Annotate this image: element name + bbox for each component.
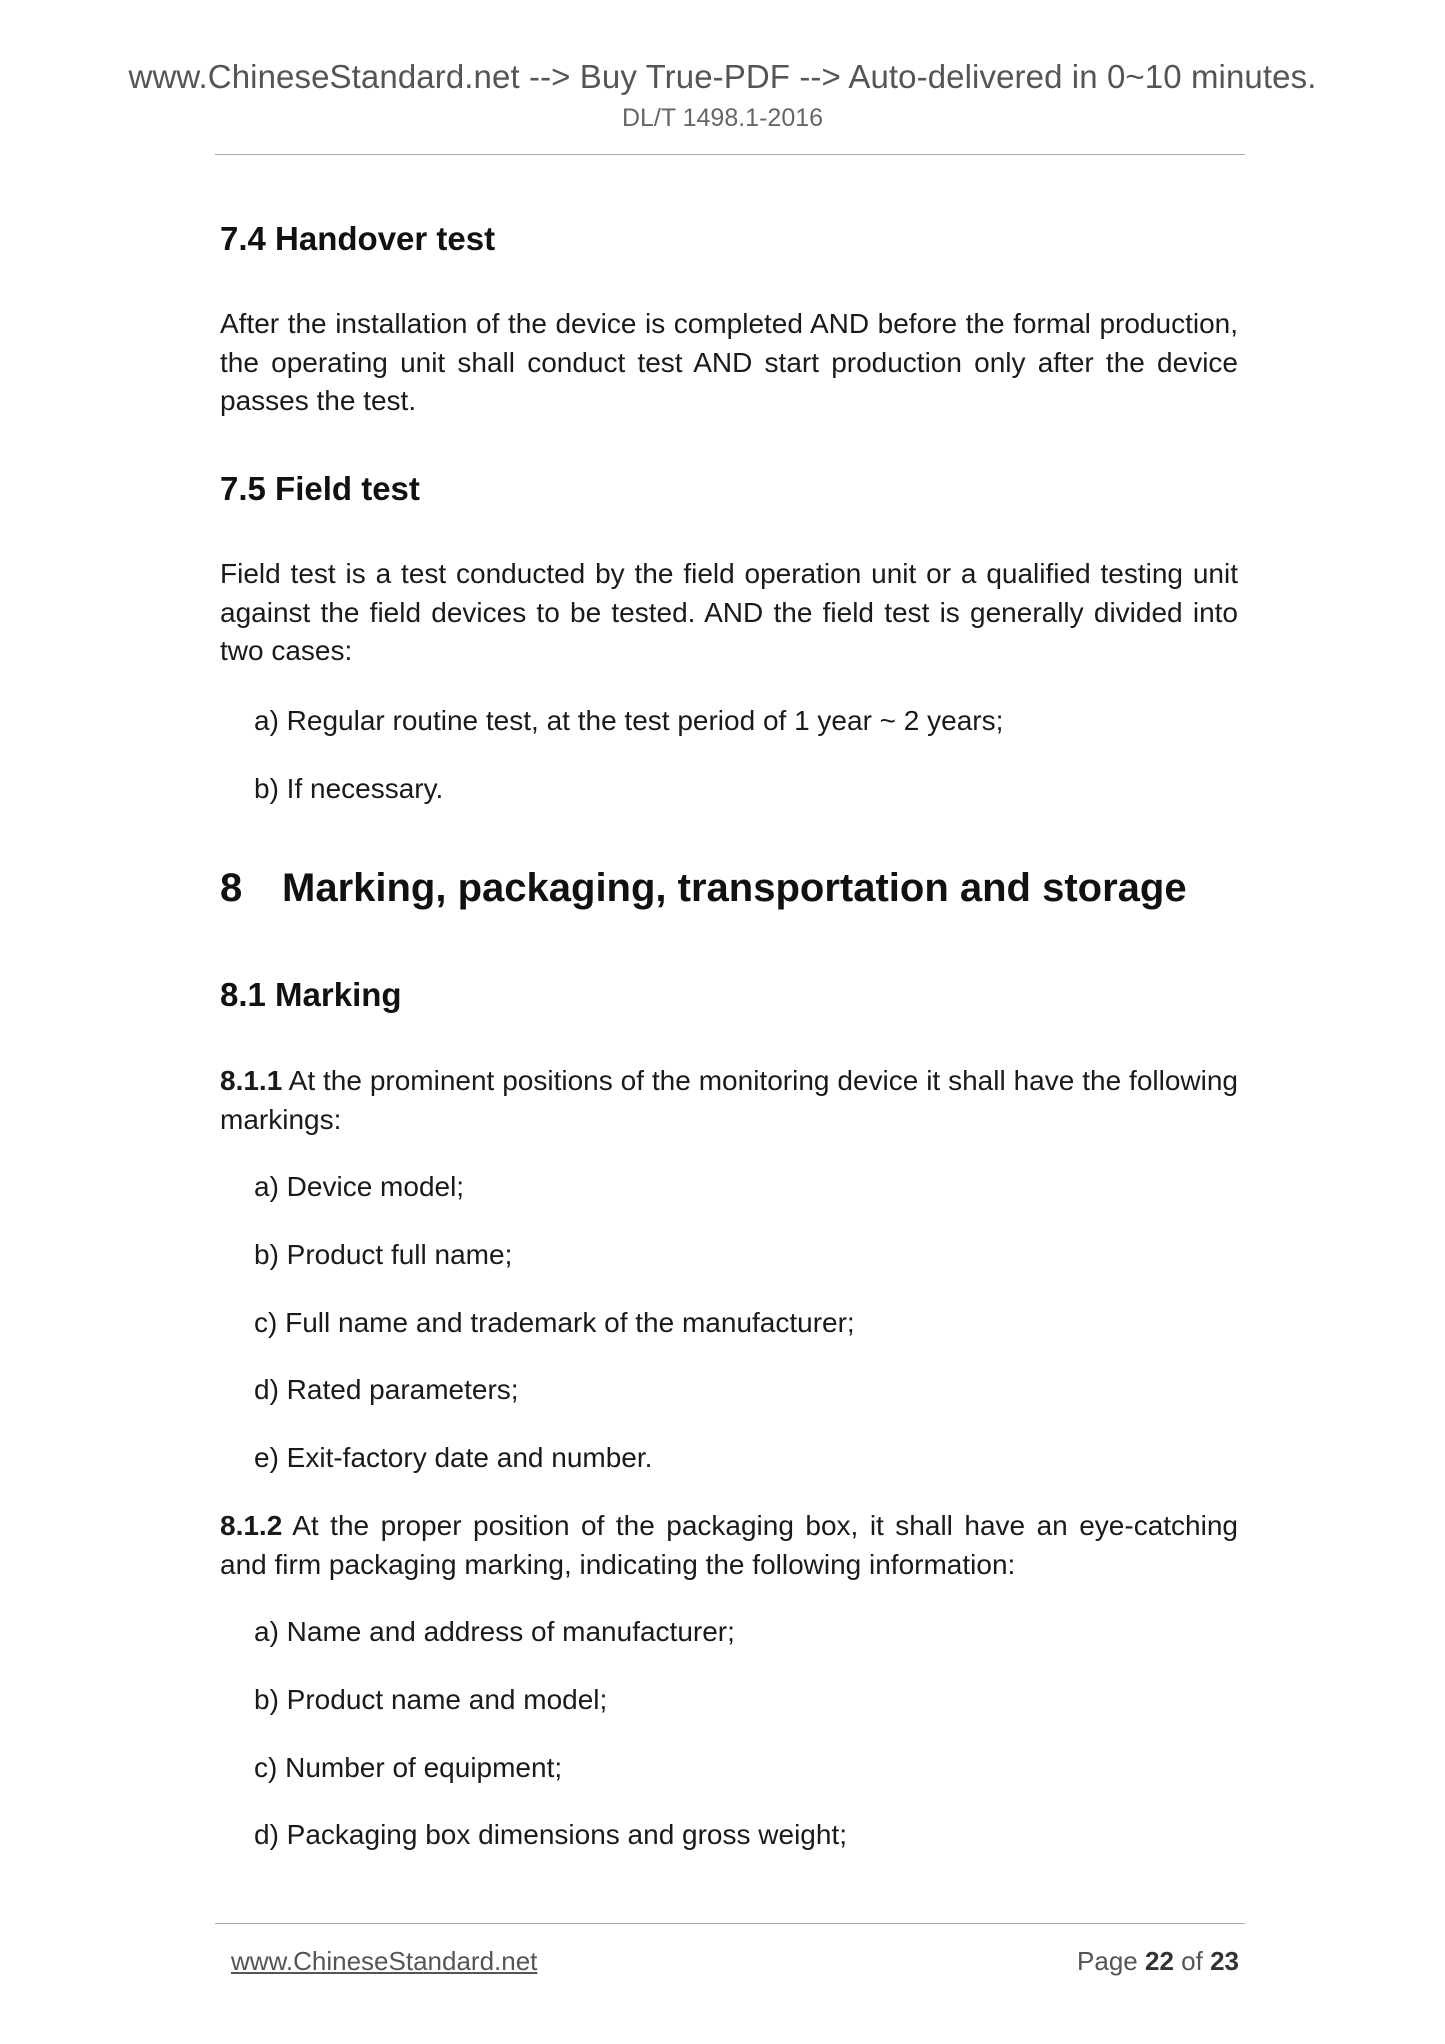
paragraph-7-4: After the installation of the device is completed AND before the formal production, the operating unit shall conduct test AND start production only after the device passes the test. (220, 308, 1238, 416)
heading-7-4: 7.4 Handover test (220, 220, 496, 257)
clause-8-1-1-text: At the prominent positions of the monitoring device it shall have the following markings: (220, 1065, 1238, 1135)
heading-7-5: 7.5 Field test (220, 470, 420, 507)
list-item-8-1-2-a: a) Name and address of manufacturer; (254, 1616, 735, 1647)
list-item-7-5-b: b) If necessary. (254, 773, 444, 804)
page-number (1077, 1946, 1239, 1977)
list-item-8-1-1-c: c) Full name and trademark of the manufacturer; (254, 1307, 855, 1338)
header-banner: www.ChineseStandard.net --> Buy True-PDF --> Auto-delivered in 0~10 minutes. (128, 58, 1317, 95)
page-of: of (1181, 1946, 1203, 1976)
list-item-8-1-2-c: c) Number of equipment; (254, 1752, 563, 1783)
list-item-8-1-2-b: b) Product name and model; (254, 1684, 608, 1715)
list-item-8-1-1-d: d) Rated parameters; (254, 1374, 519, 1405)
list-item-8-1-1-e: e) Exit-factory date and number. (254, 1442, 653, 1473)
clause-8-1-2 (220, 1507, 1238, 1584)
clause-8-1-1-number: 8.1.1 (220, 1065, 283, 1096)
clause-8-1-2-text: At the proper position of the packaging box, it shall have an eye-catching and firm packaging marking, indicating the following information: (220, 1510, 1238, 1580)
heading-8-number: 8 (220, 866, 243, 910)
clause-8-1-1 (220, 1062, 1238, 1139)
clause-8-1-2-number: 8.1.2 (220, 1510, 283, 1541)
page-current: 22 (1145, 1946, 1174, 1976)
heading-8-title: Marking, packaging, transportation and storage (282, 866, 1187, 910)
page-total: 23 (1210, 1946, 1239, 1976)
list-item-8-1-2-d: d) Packaging box dimensions and gross weight; (254, 1819, 848, 1850)
header-divider (215, 154, 1245, 155)
list-item-8-1-1-a: a) Device model; (254, 1171, 465, 1202)
list-item-7-5-a: a) Regular routine test, at the test period of 1 year ~ 2 years; (254, 705, 1004, 736)
paragraph-7-5: Field test is a test conducted by the field operation unit or a qualified testing unit against the field devices to be tested. AND the field test is generally divided into two cases: (220, 558, 1238, 666)
list-item-8-1-1-b: b) Product full name; (254, 1239, 513, 1270)
footer-divider (215, 1923, 1245, 1924)
standard-code: DL/T 1498.1-2016 (621, 104, 824, 132)
heading-8 (220, 866, 1187, 911)
page-prefix: Page (1077, 1946, 1138, 1976)
heading-8-1: 8.1 Marking (220, 976, 402, 1013)
footer-website-link[interactable]: www.ChineseStandard.net (231, 1946, 538, 1976)
